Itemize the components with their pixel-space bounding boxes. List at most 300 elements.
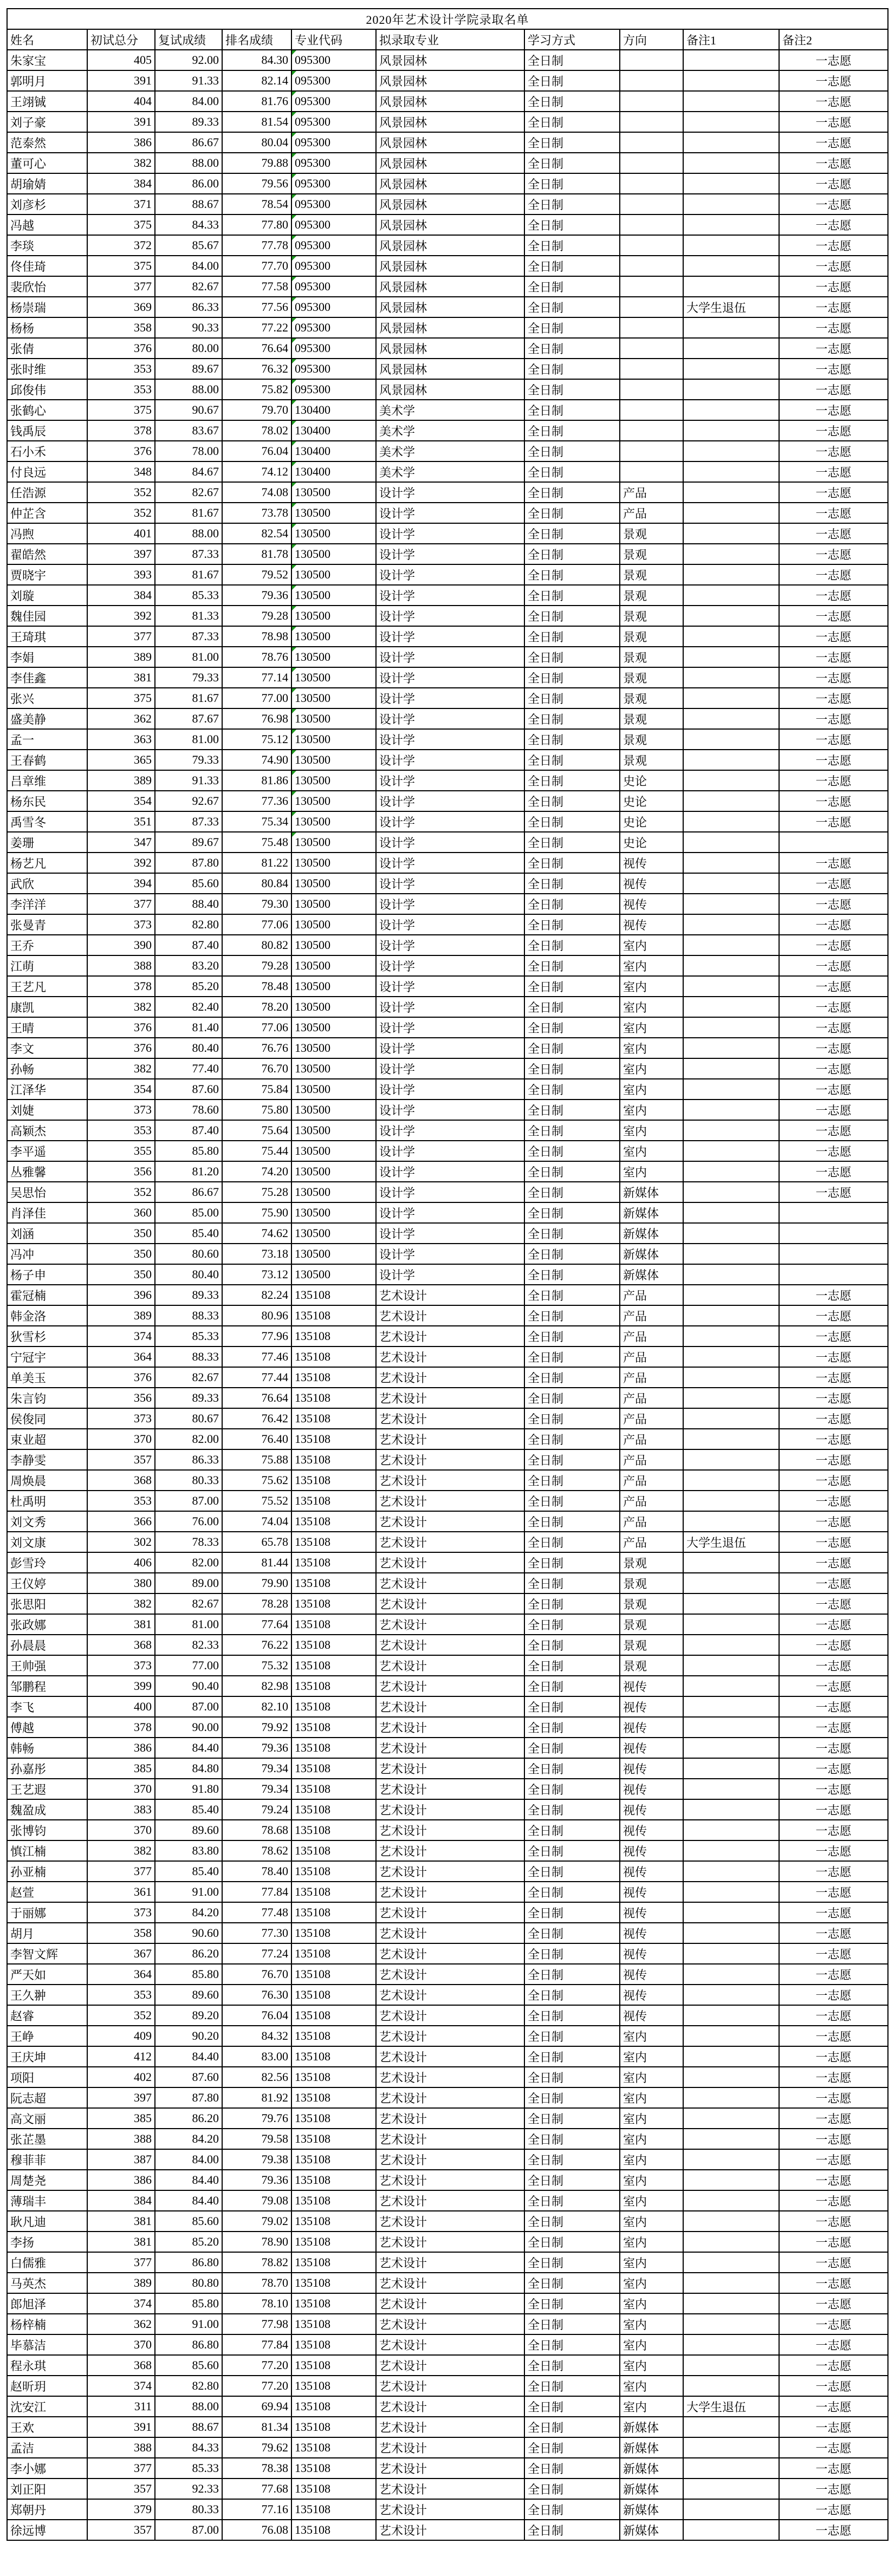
table-row	[7, 564, 888, 585]
table-cell: 130500	[291, 1244, 376, 1264]
table-row	[7, 1779, 888, 1799]
table-cell: 一志愿	[779, 91, 888, 112]
table-cell: 室内	[620, 2087, 683, 2108]
table-cell: 全日制	[524, 1058, 620, 1079]
table-row	[7, 1367, 888, 1388]
table-cell: 77.22	[222, 317, 291, 338]
table-cell: 409	[87, 2026, 155, 2046]
table-cell: 85.20	[155, 976, 222, 997]
table-cell: 侯俊同	[7, 1408, 87, 1429]
table-cell: 全日制	[524, 1655, 620, 1676]
table-cell	[683, 997, 779, 1017]
table-cell: 全日制	[524, 2293, 620, 2314]
table-cell: 一志愿	[779, 2026, 888, 2046]
table-cell: 391	[87, 112, 155, 132]
table-cell	[683, 1141, 779, 1161]
table-cell: 77.84	[222, 2334, 291, 2355]
table-cell: 艺术设计	[376, 2273, 524, 2293]
table-cell: 景观	[620, 1635, 683, 1655]
table-row	[7, 2087, 888, 2108]
table-cell: 裴欣怡	[7, 276, 87, 297]
table-row	[7, 91, 888, 112]
table-cell	[683, 894, 779, 914]
table-cell: 92.00	[155, 50, 222, 70]
table-cell	[683, 173, 779, 194]
table-cell: 85.40	[155, 1861, 222, 1882]
table-cell: 视传	[620, 873, 683, 894]
table-row	[7, 1511, 888, 1532]
column-header: 方向	[620, 29, 683, 50]
table-cell: 景观	[620, 1655, 683, 1676]
table-cell: 357	[87, 2520, 155, 2540]
table-row	[7, 2232, 888, 2252]
table-cell: 一志愿	[779, 1840, 888, 1861]
table-cell	[683, 338, 779, 359]
table-cell: 艺术设计	[376, 2087, 524, 2108]
table-cell: 艺术设计	[376, 2376, 524, 2396]
table-cell	[683, 2458, 779, 2479]
table-cell: 视传	[620, 1717, 683, 1738]
table-cell: 一志愿	[779, 2376, 888, 2396]
table-row	[7, 1264, 888, 1285]
table-cell: 艺术设计	[376, 2190, 524, 2211]
table-cell: 347	[87, 832, 155, 853]
table-cell: 艺术设计	[376, 2129, 524, 2149]
table-row	[7, 647, 888, 667]
table-cell: 一志愿	[779, 2479, 888, 2499]
table-cell: 视传	[620, 1882, 683, 1902]
table-cell: 一志愿	[779, 1161, 888, 1182]
table-cell	[683, 2499, 779, 2520]
table-cell: 艺术设计	[376, 1614, 524, 1635]
table-cell	[779, 832, 888, 853]
table-cell: 一志愿	[779, 2149, 888, 2170]
table-row	[7, 811, 888, 832]
table-row	[7, 791, 888, 811]
table-cell: 79.28	[222, 606, 291, 626]
table-cell: 80.04	[222, 132, 291, 153]
table-cell: 一志愿	[779, 112, 888, 132]
table-cell: 全日制	[524, 1202, 620, 1223]
table-row	[7, 544, 888, 564]
table-cell: 风景园林	[376, 194, 524, 214]
table-cell: 85.80	[155, 2293, 222, 2314]
table-cell: 135108	[291, 1820, 376, 1840]
table-cell	[683, 1902, 779, 1923]
table-cell	[683, 2355, 779, 2376]
table-cell: 135108	[291, 1470, 376, 1491]
table-cell: 一志愿	[779, 1779, 888, 1799]
table-cell	[683, 1100, 779, 1120]
table-cell: 艺术设计	[376, 1696, 524, 1717]
table-cell: 风景园林	[376, 214, 524, 235]
table-cell: 冯煦	[7, 523, 87, 544]
table-cell: 一志愿	[779, 235, 888, 256]
table-cell: 130500	[291, 667, 376, 688]
table-cell	[620, 214, 683, 235]
column-header: 排名成绩	[222, 29, 291, 50]
table-cell	[683, 832, 779, 853]
table-cell: 设计学	[376, 1161, 524, 1182]
table-row	[7, 359, 888, 379]
table-cell: 产品	[620, 1367, 683, 1388]
table-cell: 130400	[291, 400, 376, 420]
table-cell	[683, 70, 779, 91]
table-cell	[683, 2046, 779, 2067]
table-cell: 90.60	[155, 1923, 222, 1943]
table-cell: 77.40	[155, 1058, 222, 1079]
column-header: 拟录取专业	[376, 29, 524, 50]
table-row	[7, 194, 888, 214]
table-cell: 全日制	[524, 1326, 620, 1346]
table-cell	[683, 1964, 779, 1985]
table-cell: 全日制	[524, 173, 620, 194]
table-cell: 阮志超	[7, 2087, 87, 2108]
table-cell	[683, 770, 779, 791]
table-cell: 80.67	[155, 1408, 222, 1429]
table-cell: 一志愿	[779, 2293, 888, 2314]
table-cell: 85.33	[155, 2458, 222, 2479]
table-cell: 艺术设计	[376, 1861, 524, 1882]
table-cell: 362	[87, 2314, 155, 2334]
table-cell: 艺术设计	[376, 1593, 524, 1614]
table-cell: 刘涵	[7, 1223, 87, 1244]
table-cell: 视传	[620, 1738, 683, 1758]
table-cell: 美术学	[376, 420, 524, 441]
table-cell: 艺术设计	[376, 2046, 524, 2067]
table-cell: 75.64	[222, 1120, 291, 1141]
table-cell	[683, 2334, 779, 2355]
table-cell: 75.82	[222, 379, 291, 400]
table-cell: 一志愿	[779, 770, 888, 791]
table-row	[7, 2252, 888, 2273]
table-cell: 135108	[291, 2046, 376, 2067]
table-cell: 78.62	[222, 1840, 291, 1861]
table-cell: 135108	[291, 2355, 376, 2376]
table-cell: 350	[87, 1223, 155, 1244]
table-cell: 艺术设计	[376, 2499, 524, 2520]
table-cell: 艺术设计	[376, 1429, 524, 1449]
table-cell: 366	[87, 1511, 155, 1532]
table-cell: 视传	[620, 1696, 683, 1717]
table-cell	[620, 91, 683, 112]
table-cell: 79.36	[222, 2170, 291, 2190]
table-cell: 384	[87, 585, 155, 606]
table-cell	[683, 873, 779, 894]
table-cell: 严天如	[7, 1964, 87, 1985]
table-cell: 一志愿	[779, 2520, 888, 2540]
table-cell: 全日制	[524, 194, 620, 214]
table-cell	[683, 1923, 779, 1943]
table-row	[7, 935, 888, 955]
table-cell: 冯冲	[7, 1244, 87, 1264]
table-cell: 135108	[291, 2396, 376, 2417]
table-cell: 一志愿	[779, 1902, 888, 1923]
table-cell: 艺术设计	[376, 1923, 524, 1943]
table-cell: 135108	[291, 2499, 376, 2520]
table-cell: 389	[87, 770, 155, 791]
table-cell: 374	[87, 2293, 155, 2314]
table-cell: 130500	[291, 1161, 376, 1182]
table-cell: 78.20	[222, 997, 291, 1017]
table-cell: 视传	[620, 1861, 683, 1882]
table-cell: 一志愿	[779, 2314, 888, 2334]
table-cell: 79.70	[222, 400, 291, 420]
table-cell: 77.24	[222, 1943, 291, 1964]
table-cell: 设计学	[376, 585, 524, 606]
table-cell: 产品	[620, 1429, 683, 1449]
table-cell: 81.67	[155, 688, 222, 708]
table-cell	[683, 564, 779, 585]
table-cell: 82.14	[222, 70, 291, 91]
table-cell	[683, 2005, 779, 2026]
table-cell: 352	[87, 482, 155, 503]
table-cell: 86.67	[155, 132, 222, 153]
table-cell: 景观	[620, 688, 683, 708]
table-cell: 81.78	[222, 544, 291, 564]
table-cell: 室内	[620, 2129, 683, 2149]
table-cell: 刘子豪	[7, 112, 87, 132]
table-cell: 艺术设计	[376, 2417, 524, 2437]
table-cell: 一志愿	[779, 1079, 888, 1100]
table-cell	[683, 1758, 779, 1779]
table-cell	[620, 256, 683, 276]
table-cell: 史论	[620, 832, 683, 853]
table-cell: 全日制	[524, 1161, 620, 1182]
table-row	[7, 2314, 888, 2334]
table-cell: 78.28	[222, 1593, 291, 1614]
table-cell: 130500	[291, 1120, 376, 1141]
table-cell: 艺术设计	[376, 1511, 524, 1532]
table-cell: 135108	[291, 1861, 376, 1882]
table-cell	[779, 1264, 888, 1285]
table-cell: 135108	[291, 1449, 376, 1470]
table-row	[7, 1305, 888, 1326]
table-cell	[779, 1202, 888, 1223]
table-cell: 389	[87, 1305, 155, 1326]
table-cell: 室内	[620, 2026, 683, 2046]
table-cell: 382	[87, 1058, 155, 1079]
table-cell: 82.67	[155, 1367, 222, 1388]
table-cell: 设计学	[376, 1038, 524, 1058]
table-cell: 85.80	[155, 1141, 222, 1161]
table-row	[7, 1346, 888, 1367]
table-cell: 78.40	[222, 1861, 291, 1882]
table-cell: 095300	[291, 359, 376, 379]
table-cell: 370	[87, 1429, 155, 1449]
table-cell: 设计学	[376, 688, 524, 708]
table-cell: 405	[87, 50, 155, 70]
table-cell: 82.24	[222, 1285, 291, 1305]
table-cell: 87.60	[155, 2067, 222, 2087]
table-cell	[683, 1346, 779, 1367]
table-cell: 135108	[291, 1882, 376, 1902]
table-cell: 365	[87, 750, 155, 770]
table-cell: 张倩	[7, 338, 87, 359]
table-row	[7, 1717, 888, 1738]
table-cell: 91.33	[155, 70, 222, 91]
table-row	[7, 70, 888, 91]
table-cell: 魏佳园	[7, 606, 87, 626]
table-cell: 艺术设计	[376, 2005, 524, 2026]
table-cell: 风景园林	[376, 91, 524, 112]
table-cell: 全日制	[524, 132, 620, 153]
table-cell: 全日制	[524, 1738, 620, 1758]
table-cell: 宁冠宇	[7, 1346, 87, 1367]
table-cell: 刘正阳	[7, 2479, 87, 2499]
table-row	[7, 1635, 888, 1655]
table-row	[7, 112, 888, 132]
table-cell	[683, 647, 779, 667]
table-cell	[683, 1511, 779, 1532]
table-cell: 135108	[291, 1635, 376, 1655]
table-cell: 产品	[620, 1449, 683, 1470]
table-cell: 一志愿	[779, 564, 888, 585]
table-row	[7, 729, 888, 750]
table-cell: 371	[87, 194, 155, 214]
table-cell: 83.20	[155, 955, 222, 976]
table-cell: 88.00	[155, 379, 222, 400]
table-cell: 风景园林	[376, 379, 524, 400]
table-cell: 毕慕洁	[7, 2334, 87, 2355]
table-cell: 一志愿	[779, 1346, 888, 1367]
table-cell: 李琰	[7, 235, 87, 256]
table-cell: 77.00	[222, 688, 291, 708]
table-row	[7, 420, 888, 441]
table-cell: 全日制	[524, 2211, 620, 2232]
table-cell: 135108	[291, 2437, 376, 2458]
table-row	[7, 1141, 888, 1161]
table-cell: 一志愿	[779, 811, 888, 832]
table-cell: 艺术设计	[376, 1552, 524, 1573]
table-cell: 全日制	[524, 2190, 620, 2211]
table-cell: 景观	[620, 1552, 683, 1573]
table-cell: 80.33	[155, 2499, 222, 2520]
table-cell: 张芷墨	[7, 2129, 87, 2149]
table-cell: 设计学	[376, 935, 524, 955]
table-cell: 80.60	[155, 1244, 222, 1264]
table-cell: 90.33	[155, 317, 222, 338]
table-row	[7, 2520, 888, 2540]
table-cell: 75.34	[222, 811, 291, 832]
table-cell: 87.80	[155, 853, 222, 873]
table-cell: 384	[87, 2190, 155, 2211]
table-cell: 79.90	[222, 1573, 291, 1593]
table-cell: 仲芷含	[7, 503, 87, 523]
table-cell: 81.20	[155, 1161, 222, 1182]
table-cell: 李文	[7, 1038, 87, 1058]
table-cell: 刘婕	[7, 1100, 87, 1120]
table-cell	[683, 791, 779, 811]
table-cell: 王帅强	[7, 1655, 87, 1676]
table-cell: 全日制	[524, 1799, 620, 1820]
table-cell: 孟洁	[7, 2437, 87, 2458]
table-cell: 全日制	[524, 914, 620, 935]
table-cell: 张博钧	[7, 1820, 87, 1840]
table-cell: 358	[87, 317, 155, 338]
table-cell: 魏盈成	[7, 1799, 87, 1820]
table-cell: 杨梓楠	[7, 2314, 87, 2334]
table-cell: 75.48	[222, 832, 291, 853]
table-row	[7, 626, 888, 647]
table-cell: 全日制	[524, 482, 620, 503]
table-cell: 82.56	[222, 2067, 291, 2087]
table-cell: 贾晓宇	[7, 564, 87, 585]
table-cell: 项阳	[7, 2067, 87, 2087]
table-cell: 赵昕玥	[7, 2376, 87, 2396]
table-cell	[683, 853, 779, 873]
table-cell: 130500	[291, 729, 376, 750]
table-cell: 李平遥	[7, 1141, 87, 1161]
table-row	[7, 482, 888, 503]
table-cell: 130500	[291, 1100, 376, 1120]
table-cell: 76.22	[222, 1635, 291, 1655]
table-cell	[683, 1779, 779, 1799]
table-cell: 77.96	[222, 1326, 291, 1346]
table-cell: 84.30	[222, 50, 291, 70]
table-cell: 76.04	[222, 441, 291, 461]
table-cell: 艺术设计	[376, 1367, 524, 1388]
table-cell: 傅越	[7, 1717, 87, 1738]
table-cell: 095300	[291, 173, 376, 194]
table-cell: 翟皓然	[7, 544, 87, 564]
table-cell: 82.67	[155, 482, 222, 503]
table-cell: 全日制	[524, 1676, 620, 1696]
table-cell: 全日制	[524, 317, 620, 338]
table-row	[7, 1491, 888, 1511]
table-cell: 75.88	[222, 1449, 291, 1470]
table-cell	[620, 400, 683, 420]
table-cell: 全日制	[524, 297, 620, 317]
table-cell: 艺术设计	[376, 2149, 524, 2170]
table-cell: 84.20	[155, 2129, 222, 2149]
table-cell: 艺术设计	[376, 1985, 524, 2005]
table-cell: 79.33	[155, 667, 222, 688]
table-cell: 全日制	[524, 544, 620, 564]
table-cell: 艺术设计	[376, 2520, 524, 2540]
table-cell	[683, 1799, 779, 1820]
table-row	[7, 2026, 888, 2046]
table-cell: 130500	[291, 626, 376, 647]
table-cell: 130500	[291, 894, 376, 914]
column-header: 备注2	[779, 29, 888, 50]
table-cell	[683, 688, 779, 708]
table-cell: 全日制	[524, 708, 620, 729]
table-cell	[683, 2314, 779, 2334]
table-cell: 新媒体	[620, 1182, 683, 1202]
table-cell: 李静雯	[7, 1449, 87, 1470]
table-cell: 77.00	[155, 1655, 222, 1676]
table-cell: 85.80	[155, 1964, 222, 1985]
table-cell: 产品	[620, 1388, 683, 1408]
table-cell: 一志愿	[779, 173, 888, 194]
table-cell: 全日制	[524, 729, 620, 750]
table-cell: 冯越	[7, 214, 87, 235]
table-cell: 88.00	[155, 523, 222, 544]
table-cell: 388	[87, 955, 155, 976]
table-cell	[683, 235, 779, 256]
table-row	[7, 1902, 888, 1923]
table-cell: 81.44	[222, 1552, 291, 1573]
table-cell: 全日制	[524, 1141, 620, 1161]
table-cell: 设计学	[376, 729, 524, 750]
table-cell	[683, 2293, 779, 2314]
table-cell	[683, 1388, 779, 1408]
table-cell: 一志愿	[779, 544, 888, 564]
table-row	[7, 235, 888, 256]
table-cell: 全日制	[524, 853, 620, 873]
table-cell: 80.80	[155, 2273, 222, 2293]
